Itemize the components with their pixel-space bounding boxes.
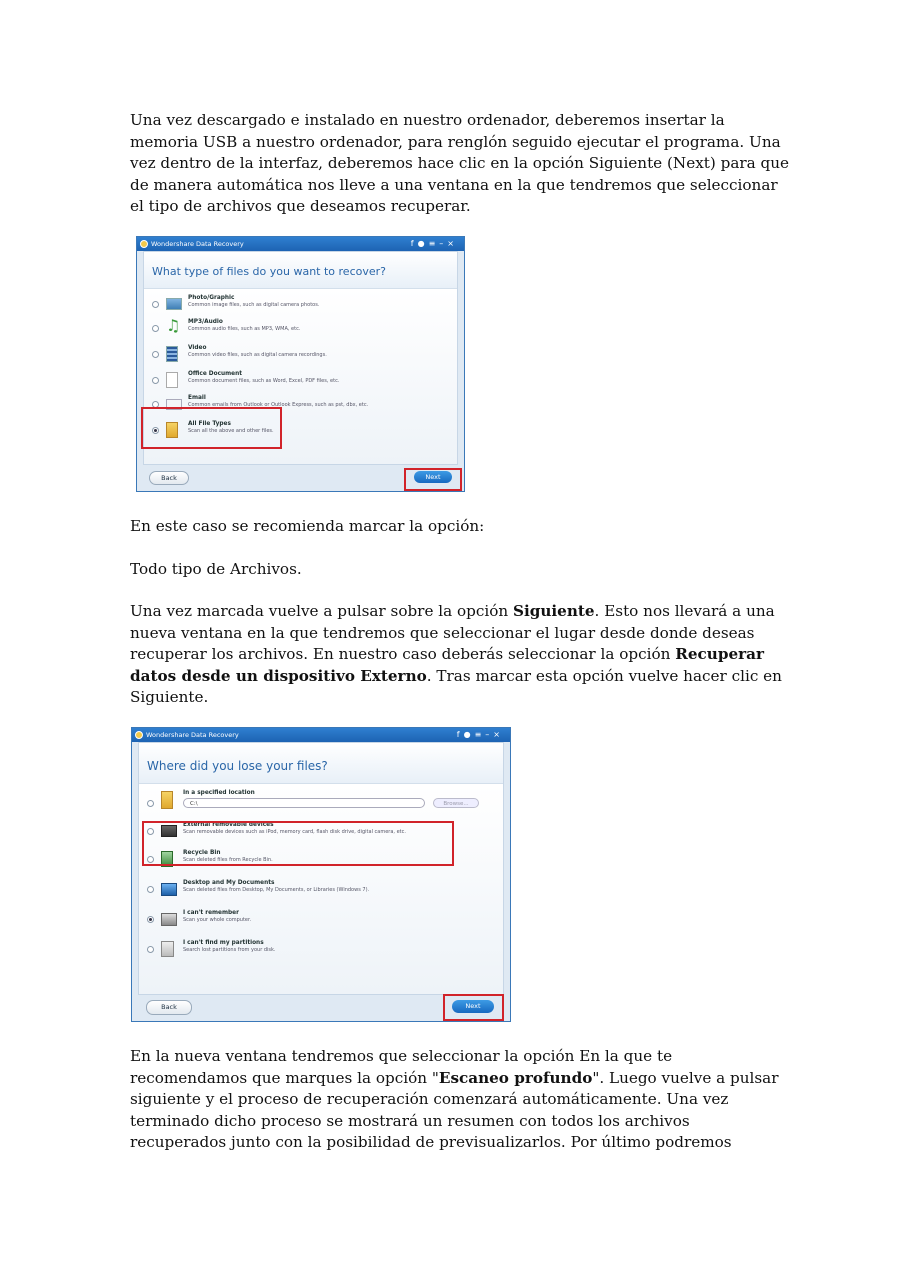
document-icon: [166, 372, 178, 388]
option-title: I can't remember: [183, 910, 239, 916]
option-title: I can't find my partitions: [183, 940, 264, 946]
browse-button[interactable]: Browse...: [433, 798, 479, 808]
app-icon: [140, 240, 148, 248]
option-desc: Search lost partitions from your disk.: [183, 947, 276, 953]
radio-button[interactable]: [147, 800, 154, 807]
option-title: Photo/Graphic: [188, 295, 235, 301]
option-list: [139, 784, 503, 994]
back-button[interactable]: Back: [146, 1000, 192, 1015]
radio-button-selected[interactable]: [147, 916, 154, 923]
film-icon: [166, 346, 178, 362]
paragraph-deep-scan: [130, 1046, 790, 1154]
option-specified-location[interactable]: [147, 790, 497, 812]
heading-bar: [144, 252, 457, 289]
window-title: Wondershare Data Recovery: [151, 240, 244, 248]
option-title: Desktop and My Documents: [183, 880, 275, 886]
option-desc: Common audio files, such as MP3, WMA, etc.: [188, 326, 301, 332]
minimize-icon[interactable]: –: [439, 239, 448, 248]
dialog-body: [138, 742, 504, 995]
next-button[interactable]: Next: [414, 471, 452, 483]
paragraph-all-types: Todo tipo de Archivos.: [130, 560, 302, 578]
option-desc: Scan all the above and other files.: [188, 428, 274, 434]
close-icon[interactable]: ×: [447, 239, 458, 248]
option-desc: Scan your whole computer.: [183, 917, 252, 923]
option-desc: Common document files, such as Word, Excel, PDF files, etc.: [188, 378, 340, 384]
feedback-icon[interactable]: ●: [417, 239, 429, 248]
back-button[interactable]: Back: [149, 471, 189, 485]
option-title: Video: [188, 345, 207, 351]
bold-siguiente: Siguiente: [512, 602, 595, 620]
music-note-icon: ♫: [166, 316, 181, 335]
window-controls: [411, 237, 458, 251]
hard-disk-icon: [161, 941, 174, 957]
radio-button[interactable]: [152, 325, 159, 332]
option-desc: Common image files, such as digital camera photos.: [188, 302, 320, 308]
facebook-icon[interactable]: f: [410, 239, 418, 248]
radio-button[interactable]: [152, 351, 159, 358]
option-desc: Common video files, such as digital camera recordings.: [188, 352, 327, 358]
radio-button[interactable]: [147, 946, 154, 953]
heading-bar: [139, 743, 503, 784]
highlight-next: [404, 468, 462, 491]
paragraph-recommend: En este caso se recomienda marcar la opción:: [130, 517, 485, 535]
bold-escaneo-profundo: Escaneo profundo: [438, 1068, 593, 1087]
feedback-icon[interactable]: ●: [463, 730, 475, 739]
computer-icon: [161, 913, 177, 926]
option-title: External removable devices: [183, 822, 274, 828]
desktop-icon: [161, 883, 177, 896]
radio-button[interactable]: [152, 301, 159, 308]
highlight-all-file-types: [141, 407, 282, 449]
dialog-heading: Where did you lose your files?: [147, 759, 328, 773]
title-bar: [137, 237, 464, 251]
bold-recuperar-externo: Recuperar datos desde un dispositivo Externo: [130, 645, 764, 685]
menu-icon[interactable]: ≡: [428, 239, 440, 248]
text: . Esto nos llevará a una nueva ventana en la que tendremos que seleccionar el lugar desde donde deseas recuperar los archivos. En nuestro caso deberás seleccionar la opción: [130, 602, 775, 664]
option-title: Recycle Bin: [183, 850, 221, 856]
menu-icon[interactable]: ≡: [474, 730, 486, 739]
radio-button[interactable]: [152, 377, 159, 384]
option-desc: Scan removable devices such as iPod, memory card, flash disk drive, digital camera, etc.: [183, 829, 406, 835]
paragraph-next-step: [130, 601, 790, 709]
option-title: Email: [188, 395, 206, 401]
text: . Tras marcar esta opción vuelve hacer clic en Siguiente.: [130, 666, 782, 707]
window-controls: [457, 728, 504, 742]
text: En la nueva ventana tendremos que seleccionar la opción En la que te recomendamos que marques la opción ": [130, 1047, 673, 1087]
option-title: All File Types: [188, 421, 231, 427]
option-title: MP3/Audio: [188, 319, 223, 325]
app-icon: [135, 731, 143, 739]
paragraph-intro: Una vez descargado e instalado en nuestro ordenador, deberemos insertar la memoria USB a nuestro ordenador, para renglón seguido ejecutar el programa. Una vez dentro de la interfaz, deberemos hace clic en la opción Siguiente (Next) para que de manera automática nos lleve a una ventana en la que tendremos que seleccionar el tipo de archivos que deseamos recuperar.: [130, 111, 790, 216]
folder-icon: [161, 791, 173, 809]
minimize-icon[interactable]: –: [485, 730, 494, 739]
highlight-external-devices: [142, 821, 454, 866]
dialog-heading: What type of files do you want to recover?: [152, 265, 386, 278]
location-dialog-screenshot: [131, 727, 511, 1022]
facebook-icon[interactable]: f: [456, 730, 464, 739]
highlight-next: [443, 994, 504, 1021]
path-input[interactable]: C:\: [183, 798, 425, 808]
close-icon[interactable]: ×: [493, 730, 504, 739]
option-title: In a specified location: [183, 790, 255, 796]
text: ". Luego vuelve a pulsar siguiente y el proceso de recuperación comenzará automáticamente. Una vez terminado dicho proceso se mostrará un resumen con todos los archivos recuperados junto con la posibilidad de previsualizarlos. Por último podremos: [130, 1068, 779, 1152]
file-type-dialog-screenshot: [136, 236, 465, 492]
radio-button[interactable]: [147, 886, 154, 893]
option-desc: Scan deleted files from Desktop, My Documents, or Libraries (Windows 7).: [183, 887, 370, 893]
option-desc: Scan deleted files from Recycle Bin.: [183, 857, 273, 863]
title-bar: [132, 728, 510, 742]
text: Una vez marcada vuelve a pulsar sobre la opción: [130, 602, 513, 620]
next-button[interactable]: Next: [452, 1000, 494, 1013]
photo-icon: [166, 298, 182, 310]
option-desc: Common emails from Outlook or Outlook Express, such as pst, dbx, etc.: [188, 402, 369, 408]
window-title: Wondershare Data Recovery: [146, 731, 239, 739]
option-title: Office Document: [188, 371, 243, 377]
